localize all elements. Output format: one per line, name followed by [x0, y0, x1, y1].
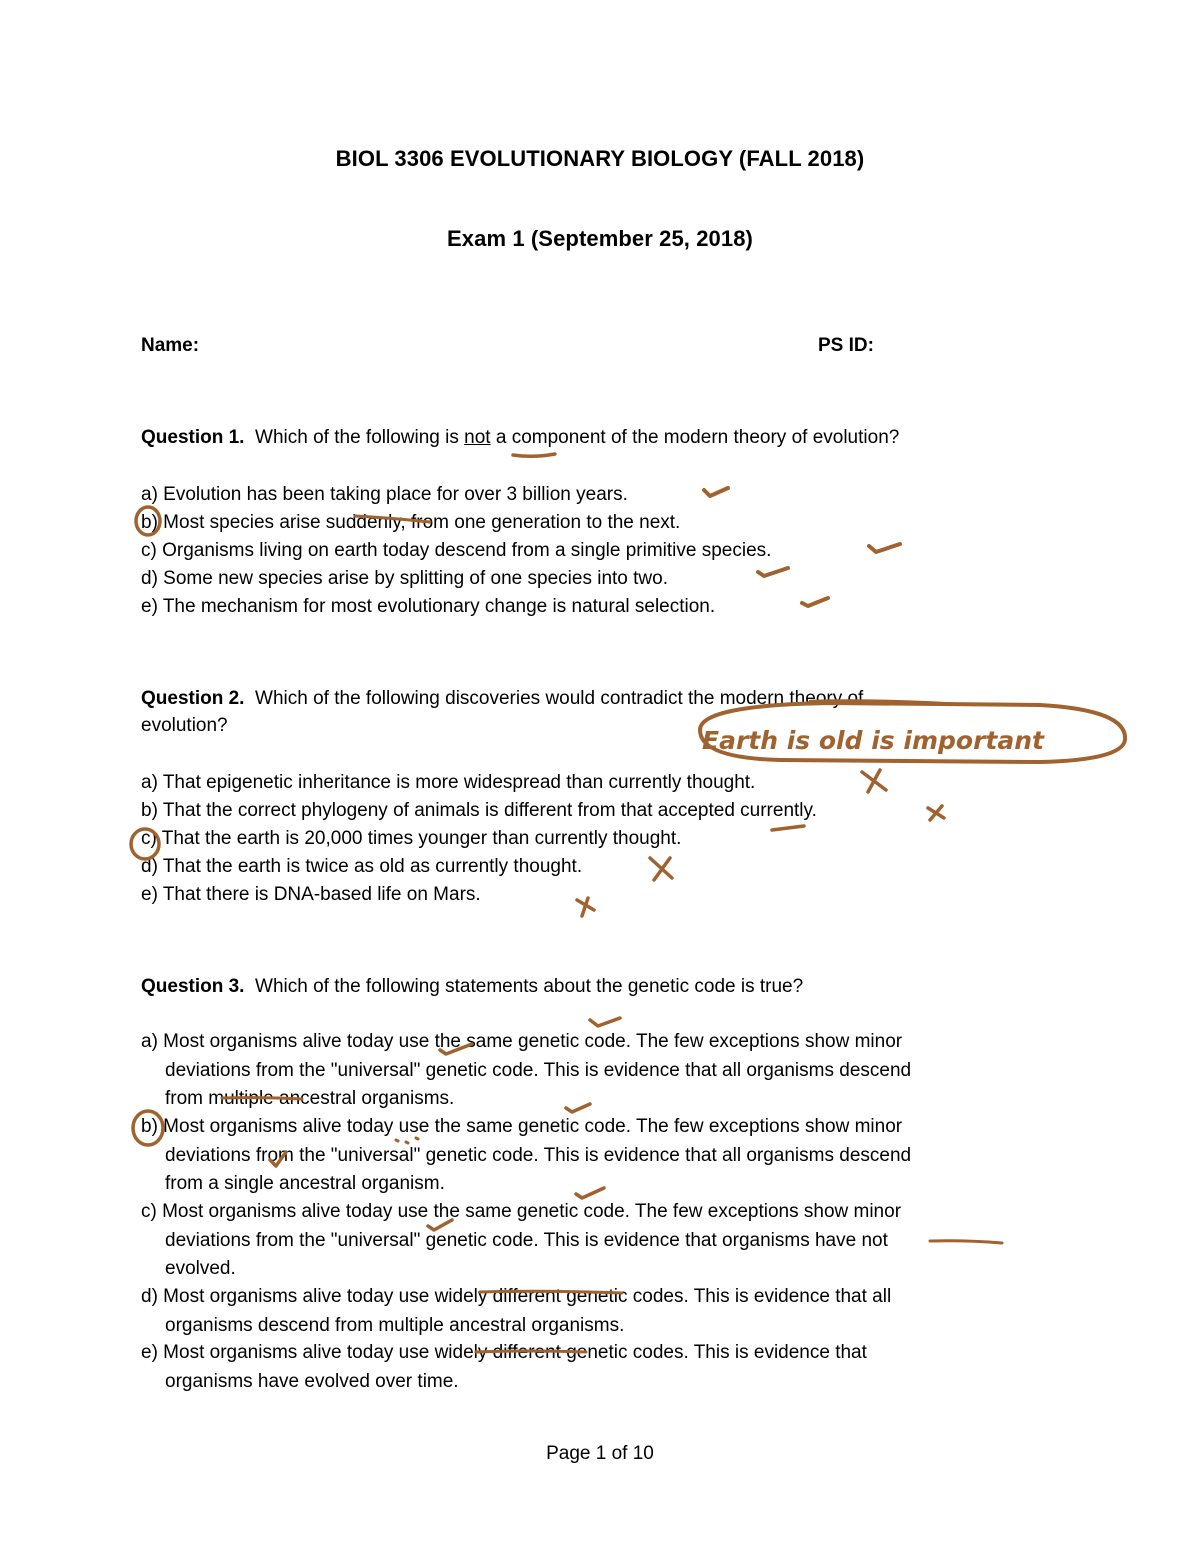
dash-mark-icon	[772, 826, 804, 830]
question-3-prompt	[141, 973, 803, 1000]
q1-option-c: c) Organisms living on earth today descend from a single primitive species.	[141, 540, 772, 561]
q3-option-e-line2: organisms have evolved over time.	[165, 1370, 459, 1392]
question-1-prompt	[141, 424, 899, 451]
q1-option-b: b) Most species arise suddenly, from one generation to the next.	[141, 512, 681, 533]
check-mark-icon	[590, 1018, 620, 1026]
q1-option-d: d) Some new species arise by splitting of one species into two.	[141, 568, 668, 589]
q1-option-a: a) Evolution has been taking place for over 3 billion years.	[141, 484, 628, 505]
question-2-prompt	[141, 685, 863, 739]
cross-mark-icon	[650, 858, 672, 880]
q3-option-b-line3: from a single ancestral organism.	[165, 1173, 445, 1194]
q3-option-c-line1: c) Most organisms alive today use the same genetic code. The few exceptions show minor	[141, 1201, 902, 1222]
question-2-text-line2: evolution?	[141, 715, 228, 736]
q3-option-a-line3: from multiple ancestral organisms.	[165, 1088, 455, 1109]
q3-option-a-line1: a) Most organisms alive today use the same genetic code. The few exceptions show minor	[141, 1031, 903, 1052]
check-mark-icon	[802, 598, 828, 606]
question-1-text-before: Which of the following is	[255, 427, 459, 448]
q3-option-c	[141, 1198, 901, 1284]
q3-option-b	[141, 1113, 911, 1199]
course-title: BIOL 3306 EVOLUTIONARY BIOLOGY (FALL 2018)	[335, 146, 865, 171]
exam-title: Exam 1 (September 25, 2018)	[447, 226, 753, 251]
name-label: Name:	[141, 335, 200, 356]
check-mark-icon	[869, 544, 900, 552]
question-1-label: Question 1.	[141, 427, 245, 448]
q3-option-e	[141, 1339, 867, 1396]
q3-option-b-line2: deviations from the "universal" genetic code. This is evidence that all organisms descend	[165, 1144, 912, 1166]
cross-mark-icon	[928, 806, 944, 820]
q2-option-a: a) That epigenetic inheritance is more widespread than currently thought.	[141, 772, 756, 793]
check-mark-icon	[704, 488, 728, 496]
question-2-label: Question 2.	[141, 688, 245, 709]
q2-option-d: d) That the earth is twice as old as currently thought.	[141, 856, 583, 877]
check-mark-icon	[758, 568, 788, 576]
underline-stroke	[513, 454, 555, 456]
q2-option-c: c) That the earth is 20,000 times younger than currently thought.	[141, 828, 682, 849]
q3-option-c-line2: deviations from the "universal" genetic code. This is evidence that organisms have not	[165, 1229, 888, 1251]
cross-mark-icon	[862, 770, 886, 792]
q2-option-e: e) That there is DNA-based life on Mars.	[141, 884, 481, 905]
strike-stroke	[930, 1241, 1002, 1243]
cross-mark-icon	[577, 898, 594, 916]
question-1-text-after: a component of the modern theory of evolution?	[495, 427, 900, 448]
q3-option-d-line1: d) Most organisms alive today use widely different genetic codes. This is evidence that all	[141, 1286, 892, 1307]
q3-option-d-line2: organisms descend from multiple ancestral organisms.	[165, 1314, 625, 1336]
question-3-text: Which of the following statements about the genetic code is true?	[255, 976, 804, 997]
page-number: Page 1 of 10	[546, 1443, 654, 1464]
q3-option-d	[141, 1283, 891, 1340]
question-3-label: Question 3.	[141, 976, 245, 997]
q3-option-c-line3: evolved.	[165, 1258, 236, 1279]
q3-option-a	[141, 1028, 911, 1114]
handwritten-note: Earth is old is important	[702, 726, 1044, 755]
question-1-emphasis: not	[464, 427, 491, 448]
question-2-text-line1: Which of the following discoveries would contradict the modern theory of	[255, 688, 864, 709]
q1-option-e: e) The mechanism for most evolutionary change is natural selection.	[141, 596, 716, 617]
psid-label: PS ID:	[818, 335, 874, 356]
q3-option-e-line1: e) Most organisms alive today use widely different genetic codes. This is evidence that	[141, 1342, 867, 1363]
q2-option-b: b) That the correct phylogeny of animals is different from that accepted currently.	[141, 800, 817, 821]
q3-option-a-line2: deviations from the "universal" genetic code. This is evidence that all organisms descend	[165, 1059, 912, 1081]
q3-option-b-line1: b) Most organisms alive today use the same genetic code. The few exceptions show minor	[141, 1116, 903, 1137]
